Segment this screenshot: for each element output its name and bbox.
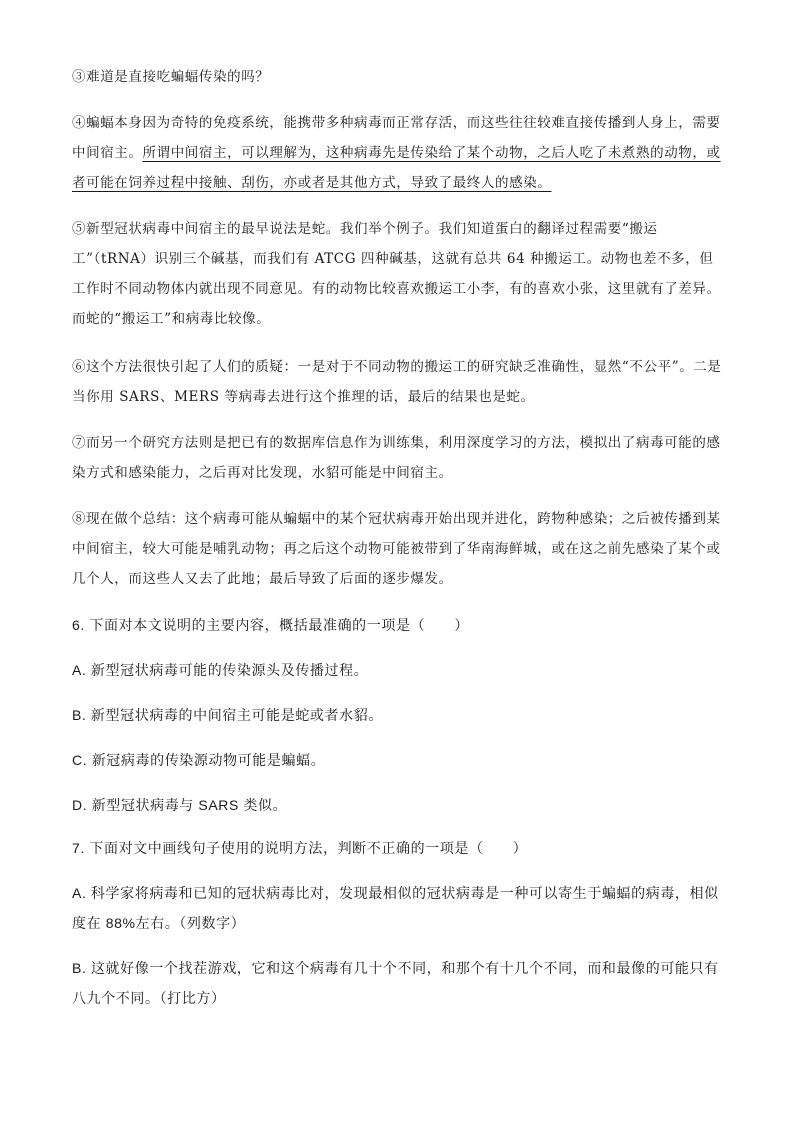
passage-paragraph-7: ⑦而另一个研究方法则是把已有的数据库信息作为训练集，利用深度学习的方法，模拟出了病毒可能的感染方式和感染能力，之后再对比发现，水貂可能是中间宿主。 (72, 435, 721, 481)
question-7-option-a: A. 科学家将病毒和已知的冠状病毒比对，发现最相似的冠状病毒是一种可以寄生于蝙蝠的病毒，相似度在 88%左右。（列数字） (72, 885, 719, 931)
question-6-option-d: D. 新型冠状病毒与 SARS 类似。 (72, 797, 288, 813)
passage-paragraph-6: ⑥这个方法很快引起了人们的质疑：一是对于不同动物的搬运工的研究缺乏准确性，显然“不公平”。二是当你用 SARS、MERS 等病毒去进行这个推理的话，最后的结果也是蛇。 (72, 359, 722, 405)
underlined-sentence: 所谓中间宿主，可以理解为，这种病毒先是传染给了某个动物，之后人吃了未煮熟的动物，或者可能在饲养过程中接触、刮伤，亦或者是其他方式，导致了最终人的感染。 (72, 145, 721, 191)
passage-paragraph-3: ③难道是直接吃蝙蝠传染的吗？ (72, 69, 270, 85)
question-7-option-b: B. 这就好像一个找茬游戏，它和这个病毒有几十个不同，和那个有十几个不同，而和最像的可能只有八九个不同。（打比方） (72, 960, 719, 1006)
question-6-option-c: C. 新冠病毒的传染源动物可能是蝙蝠。 (72, 752, 326, 768)
question-6-stem: 6. 下面对本文说明的主要内容，概括最准确的一项是（ ） (72, 617, 469, 633)
paragraph-4-text: ④蝙蝠本身因为奇特的免疫系统，能携带多种病毒而正常存活，而这些往往较难直接传播到人身上，需要中间宿主。 (72, 115, 721, 161)
passage-paragraph-5: ⑤新型冠状病毒中间宿主的最早说法是蛇。我们举个例子。我们知道蛋白的翻译过程需要“搬运工”（tRNA）识别三个碱基，而我们有 ATCG 四种碱基，这就有总共 64 种搬运工。动物也差不多，但工作时不同动物体内就出现不同意见。有的动物比较喜欢搬运工小李，有的喜欢小张，这里就有了差异。而蛇的“搬运工”和病毒比较像。 (72, 221, 721, 327)
question-6-option-a: A. 新型冠状病毒可能的传染源头及传播过程。 (72, 662, 369, 678)
passage-paragraph-4 (72, 108, 724, 198)
question-6-option-b: B. 新型冠状病毒的中间宿主可能是蛇或者水貂。 (72, 707, 383, 723)
passage-paragraph-8: ⑧现在做个总结：这个病毒可能从蝙蝠中的某个冠状病毒开始出现并进化，跨物种感染；之后被传播到某中间宿主，较大可能是哺乳动物；再之后这个动物可能被带到了华南海鲜城，或在这之前先感染了某个或几个人，而这些人又去了此地；最后导致了后面的逐步爆发。 (72, 511, 721, 587)
question-7-stem: 7. 下面对文中画线句子使用的说明方法，判断不正确的一项是（ ） (72, 840, 528, 856)
